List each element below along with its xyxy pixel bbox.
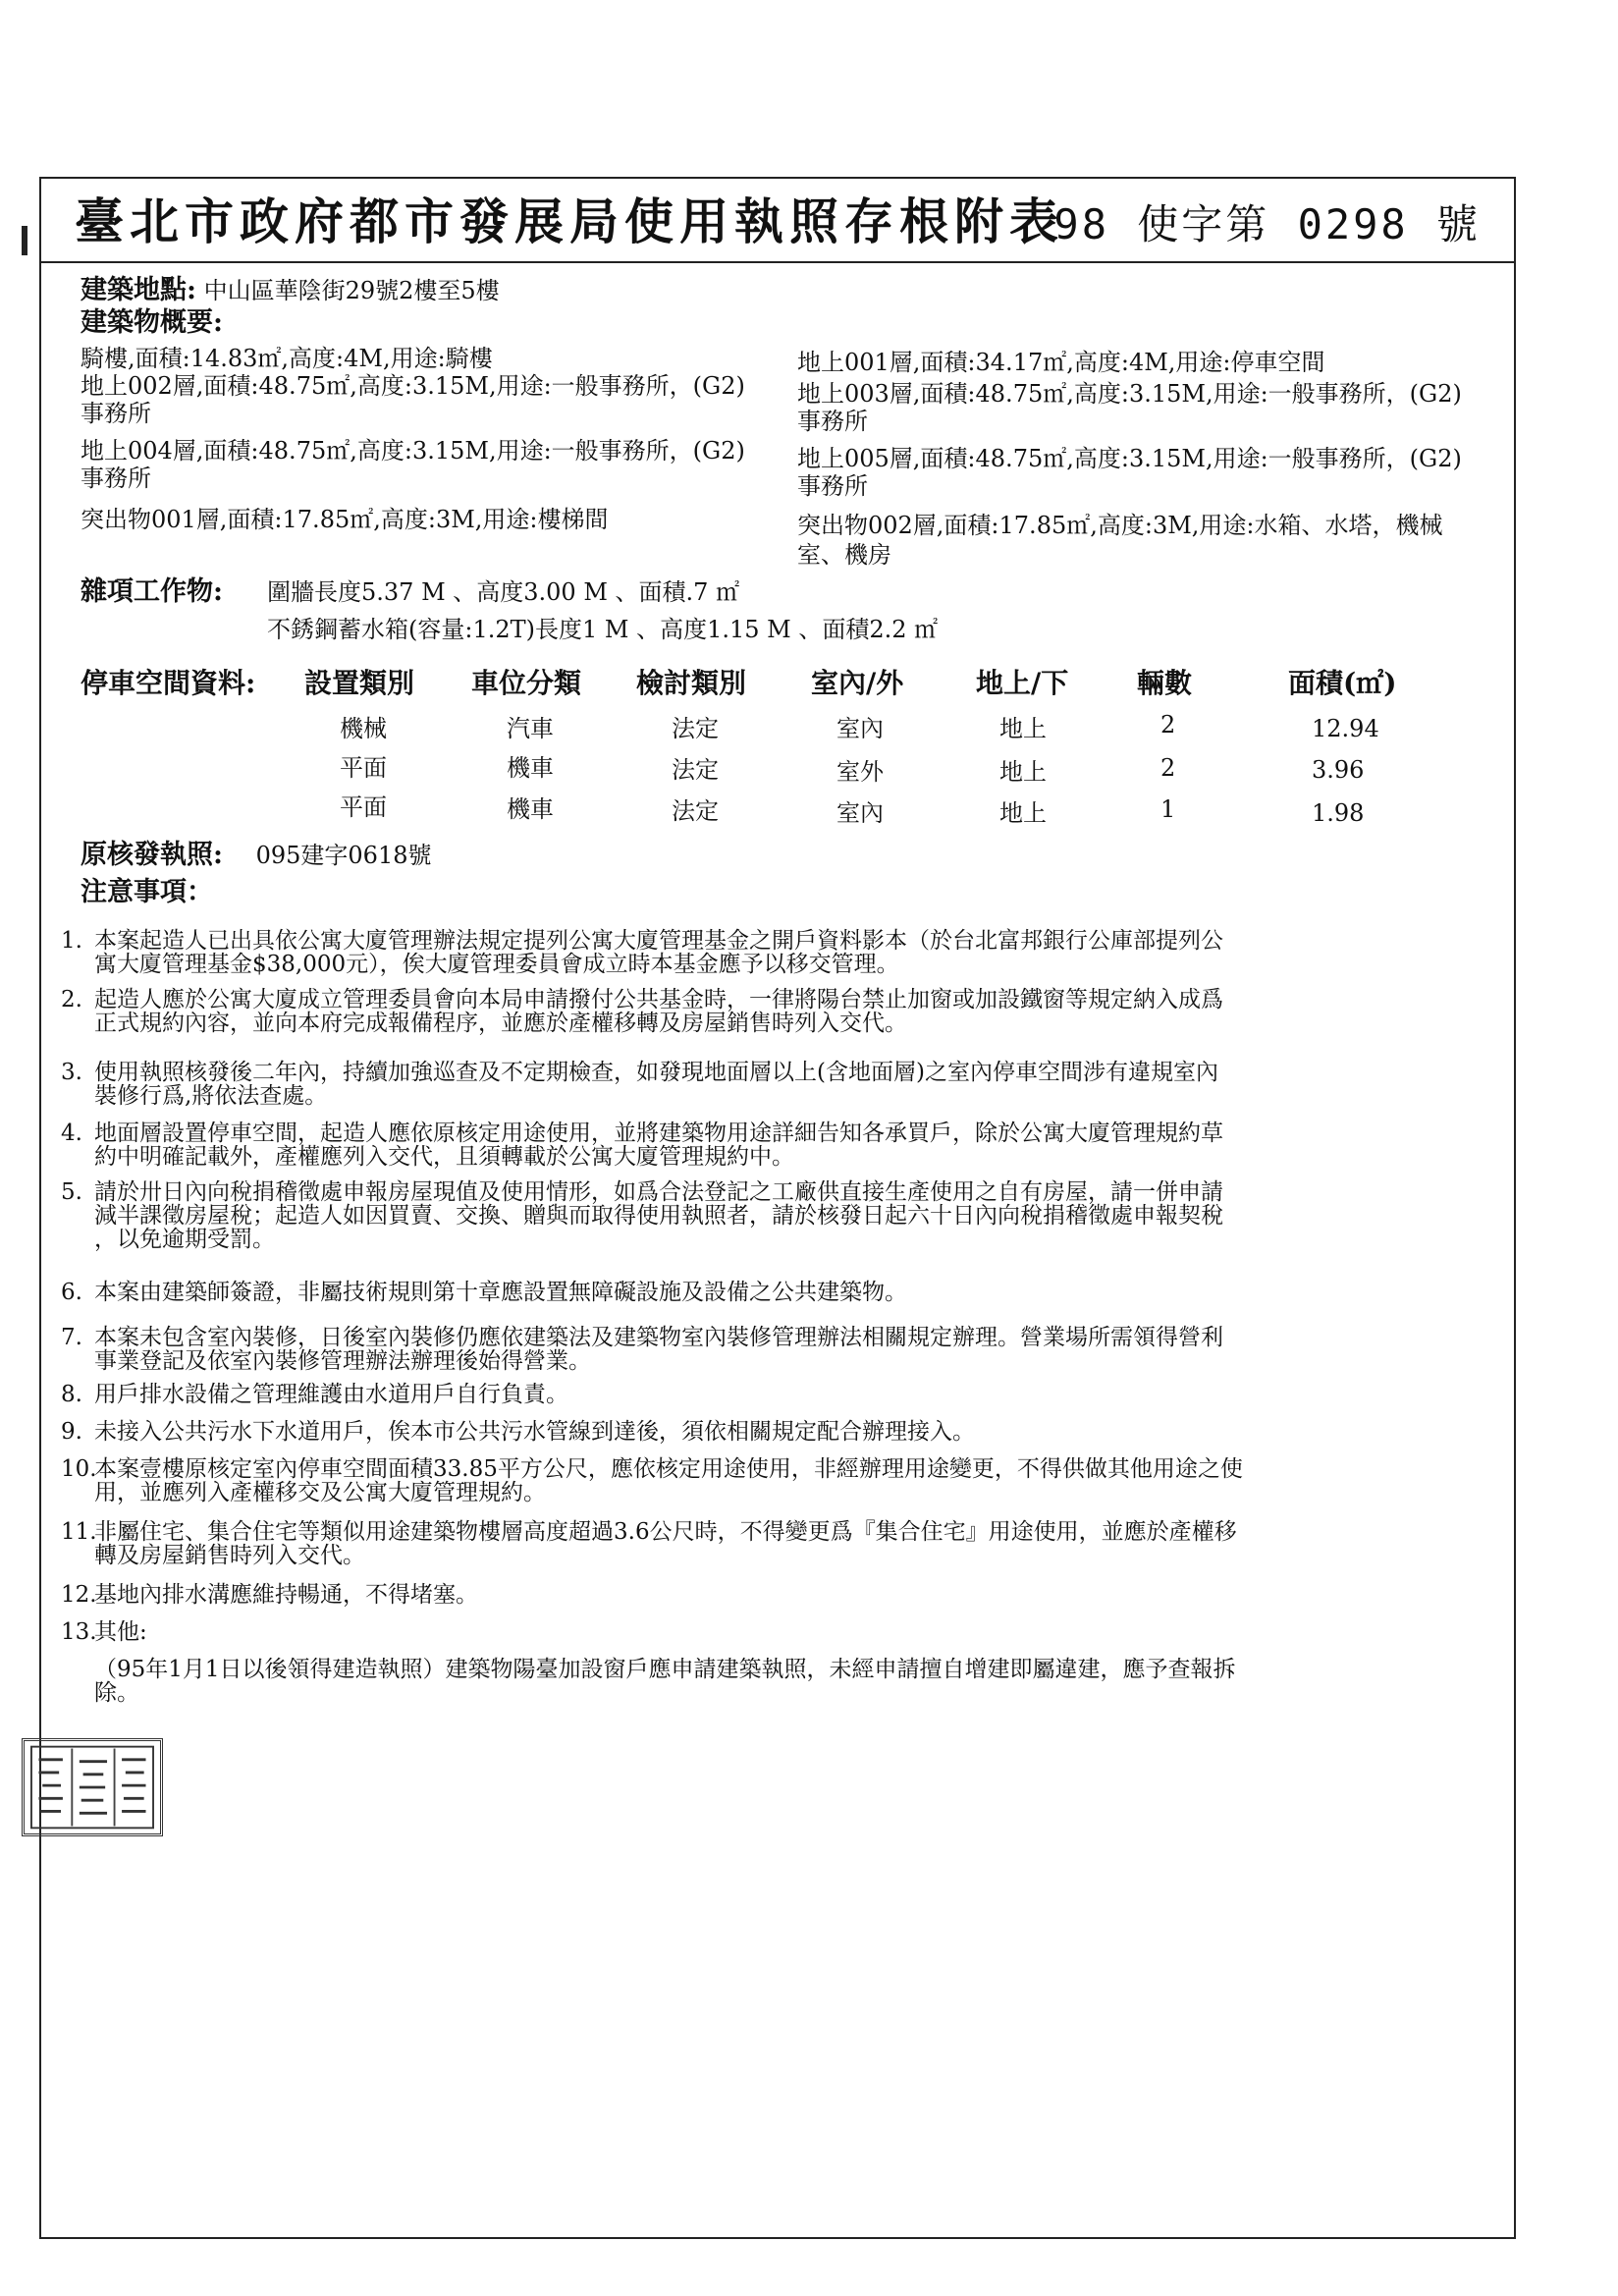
parking-header-type: 設置類別 [304, 667, 415, 699]
parking-cell: 法定 [672, 715, 719, 742]
overview-right-1: 地上001層,面積:34.17㎡,高度:4M,用途:停車空間 [797, 349, 1325, 376]
misc-line-2: 不銹鋼蓄水箱(容量:1.2T)長度1 M 、高度1.15 M 、面積2.2 ㎡ [267, 616, 939, 643]
note-number: 10. [61, 1456, 97, 1482]
overview-left-4: 突出物001層,面積:17.85㎡,高度:3M,用途:樓梯間 [81, 506, 609, 533]
notes-label: 注意事項： [81, 877, 213, 907]
note-item [61, 1619, 1498, 1706]
parking-cell: 機車 [507, 795, 554, 823]
note-line: 地面層設置停車空間，起造人應依原核定用途使用，並將建築物用途詳細告知各承買戶，除於公寓大廈管理規約草 [94, 1121, 1223, 1146]
parking-cell: 地上 [999, 758, 1047, 786]
note-number: 5. [61, 1179, 82, 1205]
parking-label: 停車空間資料: [81, 667, 256, 699]
note-line: 用戶排水設備之管理維護由水道用戶自行負責。 [94, 1382, 568, 1407]
parking-header-review: 檢討類別 [636, 667, 747, 699]
note-line: 事業登記及依室內裝修管理辦法辦理後始得營業。 [94, 1348, 591, 1374]
parking-cell: 汽車 [507, 715, 554, 742]
note-number: 6. [61, 1280, 82, 1305]
overview-right-3b: 事務所 [797, 472, 868, 500]
note-number: 12. [61, 1582, 97, 1608]
note-item [61, 1121, 1498, 1170]
overview-left-3b: 事務所 [81, 465, 151, 492]
parking-cell: 機車 [507, 754, 554, 782]
note-item [61, 987, 1498, 1036]
official-seal [22, 1738, 163, 1836]
note-item [61, 1382, 1498, 1407]
note-number: 11. [61, 1519, 97, 1545]
note-line: 正式規約內容，並向本府完成報備程序，並應於產權移轉及房屋銷售時列入交代。 [94, 1011, 907, 1036]
parking-header-level: 地上/下 [976, 667, 1069, 699]
note-line: ，以免逾期受罰。 [94, 1227, 275, 1252]
note-line: 本案起造人已出具依公寓大廈管理辦法規定提列公寓大廈管理基金之開戶資料影本（於台北富邦銀行公庫部提列公 [94, 928, 1223, 954]
margin-mark [22, 226, 31, 265]
note-line: 轉及房屋銷售時列入交代。 [94, 1543, 365, 1568]
parking-header-count: 輛數 [1137, 667, 1193, 699]
note-line: 本案壹樓原核定室內停車空間面積33.85平方公尺，應依核定用途使用，非經辦理用途變更，不得供做其他用途之使 [94, 1456, 1243, 1482]
permit-number: 98 使字第 0298 號 [1053, 200, 1481, 248]
parking-cell: 法定 [672, 756, 719, 784]
note-line: （95年1月1日以後領得建造執照）建築物陽臺加設窗戶應申請建築執照，未經申請擅自增建即屬違建，應予查報拆 [94, 1657, 1236, 1682]
note-line: 本案由建築師簽證，非屬技術規則第十章應設置無障礙設施及設備之公共建築物。 [94, 1280, 907, 1305]
note-item [61, 928, 1498, 977]
parking-cell: 室外 [836, 758, 884, 786]
parking-cell: 2 [1160, 754, 1176, 782]
site-value: 中山區華陰街29號2樓至5樓 [203, 277, 500, 304]
parking-cell: 法定 [672, 797, 719, 825]
note-line: 本案未包含室內裝修，日後室內裝修仍應依建築法及建築物室內裝修管理辦法相關規定辦理。營業場所需領得營利 [94, 1325, 1223, 1350]
overview-right-4b: 室、機房 [797, 541, 891, 569]
parking-cell: 12.94 [1312, 715, 1379, 742]
site-row [81, 275, 500, 305]
parking-cell: 平面 [340, 754, 387, 782]
note-item [61, 1456, 1498, 1505]
note-item [61, 1060, 1498, 1109]
note-item [61, 1325, 1498, 1374]
parking-header-area: 面積(㎡) [1288, 667, 1397, 699]
note-line: 其他: [94, 1619, 147, 1645]
overview-label: 建築物概要: [81, 307, 223, 338]
misc-label: 雜項工作物: [81, 576, 223, 607]
overview-left-1: 騎樓,面積:14.83㎡,高度:4M,用途:騎樓 [81, 345, 493, 372]
document-title: 臺北市政府都市發展局使用執照存根附表 [75, 192, 1064, 250]
seal-stamp-icon [25, 1741, 160, 1833]
note-item [61, 1179, 1498, 1252]
original-permit-row [81, 840, 432, 870]
overview-right-4: 突出物002層,面積:17.85㎡,高度:3M,用途:水箱、水塔，機械 [797, 512, 1443, 539]
note-line: 約中明確記載外，產權應列入交代，且須轉載於公寓大廈管理規約中。 [94, 1144, 794, 1170]
overview-left-2: 地上002層,面積:48.75㎡,高度:3.15M,用途:一般事務所，(G2) [81, 372, 745, 400]
parking-header-category: 車位分類 [471, 667, 582, 699]
note-number: 1. [61, 928, 82, 954]
note-number: 4. [61, 1121, 82, 1146]
note-line: 起造人應於公寓大廈成立管理委員會向本局申請撥付公共基金時，一律將陽台禁止加窗或加設鐵窗等規定納入成爲 [94, 987, 1223, 1012]
note-item [61, 1582, 1498, 1608]
overview-right-2b: 事務所 [797, 408, 868, 435]
note-item [61, 1280, 1498, 1305]
note-line: 用，並應列入產權移交及公寓大廈管理規約。 [94, 1480, 546, 1505]
note-line: 使用執照核發後二年內，持續加強巡查及不定期檢查，如發現地面層以上(含地面層)之室內停車空間涉有違規室內 [94, 1060, 1218, 1085]
original-permit-value: 095建字0618號 [255, 842, 432, 869]
parking-cell: 3.96 [1312, 756, 1365, 784]
parking-cell: 機械 [340, 715, 387, 742]
note-number: 7. [61, 1325, 82, 1350]
misc-line-1: 圍牆長度5.37 M 、高度3.00 M 、面積.7 ㎡ [267, 578, 740, 606]
parking-cell: 室內 [836, 799, 884, 827]
original-permit-label: 原核發執照: [81, 840, 223, 870]
parking-cell: 平面 [340, 793, 387, 821]
note-number: 13. [61, 1619, 97, 1645]
parking-cell: 1.98 [1312, 799, 1365, 827]
parking-cell: 地上 [999, 799, 1047, 827]
note-number: 3. [61, 1060, 82, 1085]
site-label: 建築地點: [81, 275, 196, 305]
note-number: 9. [61, 1419, 82, 1445]
note-number: 2. [61, 987, 82, 1012]
note-line: 減半課徵房屋稅；起造人如因買賣、交換、贈與而取得使用執照者，請於核發日起六十日內向稅捐稽徵處申報契稅 [94, 1203, 1223, 1229]
parking-cell: 2 [1160, 711, 1176, 738]
parking-header-inout: 室內/外 [811, 667, 904, 699]
overview-right-3: 地上005層,面積:48.75㎡,高度:3.15M,用途:一般事務所，(G2) [797, 445, 1462, 472]
note-item [61, 1419, 1498, 1445]
note-line: 除。 [94, 1680, 139, 1706]
note-line: 基地內排水溝應維持暢通，不得堵塞。 [94, 1582, 478, 1608]
parking-cell: 室內 [836, 715, 884, 742]
note-line: 寓大廈管理基金$38,000元），俟大廈管理委員會成立時本基金應予以移交管理。 [94, 952, 899, 977]
parking-cell: 1 [1160, 795, 1176, 823]
note-line: 未接入公共污水下水道用戶，俟本市公共污水管線到達後，須依相關規定配合辦理接入。 [94, 1419, 975, 1445]
note-line: 裝修行爲,將依法查處。 [94, 1083, 328, 1109]
note-number: 8. [61, 1382, 82, 1407]
overview-left-2b: 事務所 [81, 400, 151, 427]
parking-cell: 地上 [999, 715, 1047, 742]
note-line: 請於卅日內向稅捐稽徵處申報房屋現值及使用情形，如爲合法登記之工廠供直接生產使用之自有房屋，請一併申請 [94, 1179, 1223, 1205]
overview-left-3: 地上004層,面積:48.75㎡,高度:3.15M,用途:一般事務所，(G2) [81, 437, 745, 465]
note-line: 非屬住宅、集合住宅等類似用途建築物樓層高度超過3.6公尺時，不得變更爲『集合住宅』用途使用，並應於產權移 [94, 1519, 1237, 1545]
overview-right-2: 地上003層,面積:48.75㎡,高度:3.15M,用途:一般事務所，(G2) [797, 380, 1462, 408]
note-item [61, 1519, 1498, 1568]
header-bar [39, 177, 1516, 263]
